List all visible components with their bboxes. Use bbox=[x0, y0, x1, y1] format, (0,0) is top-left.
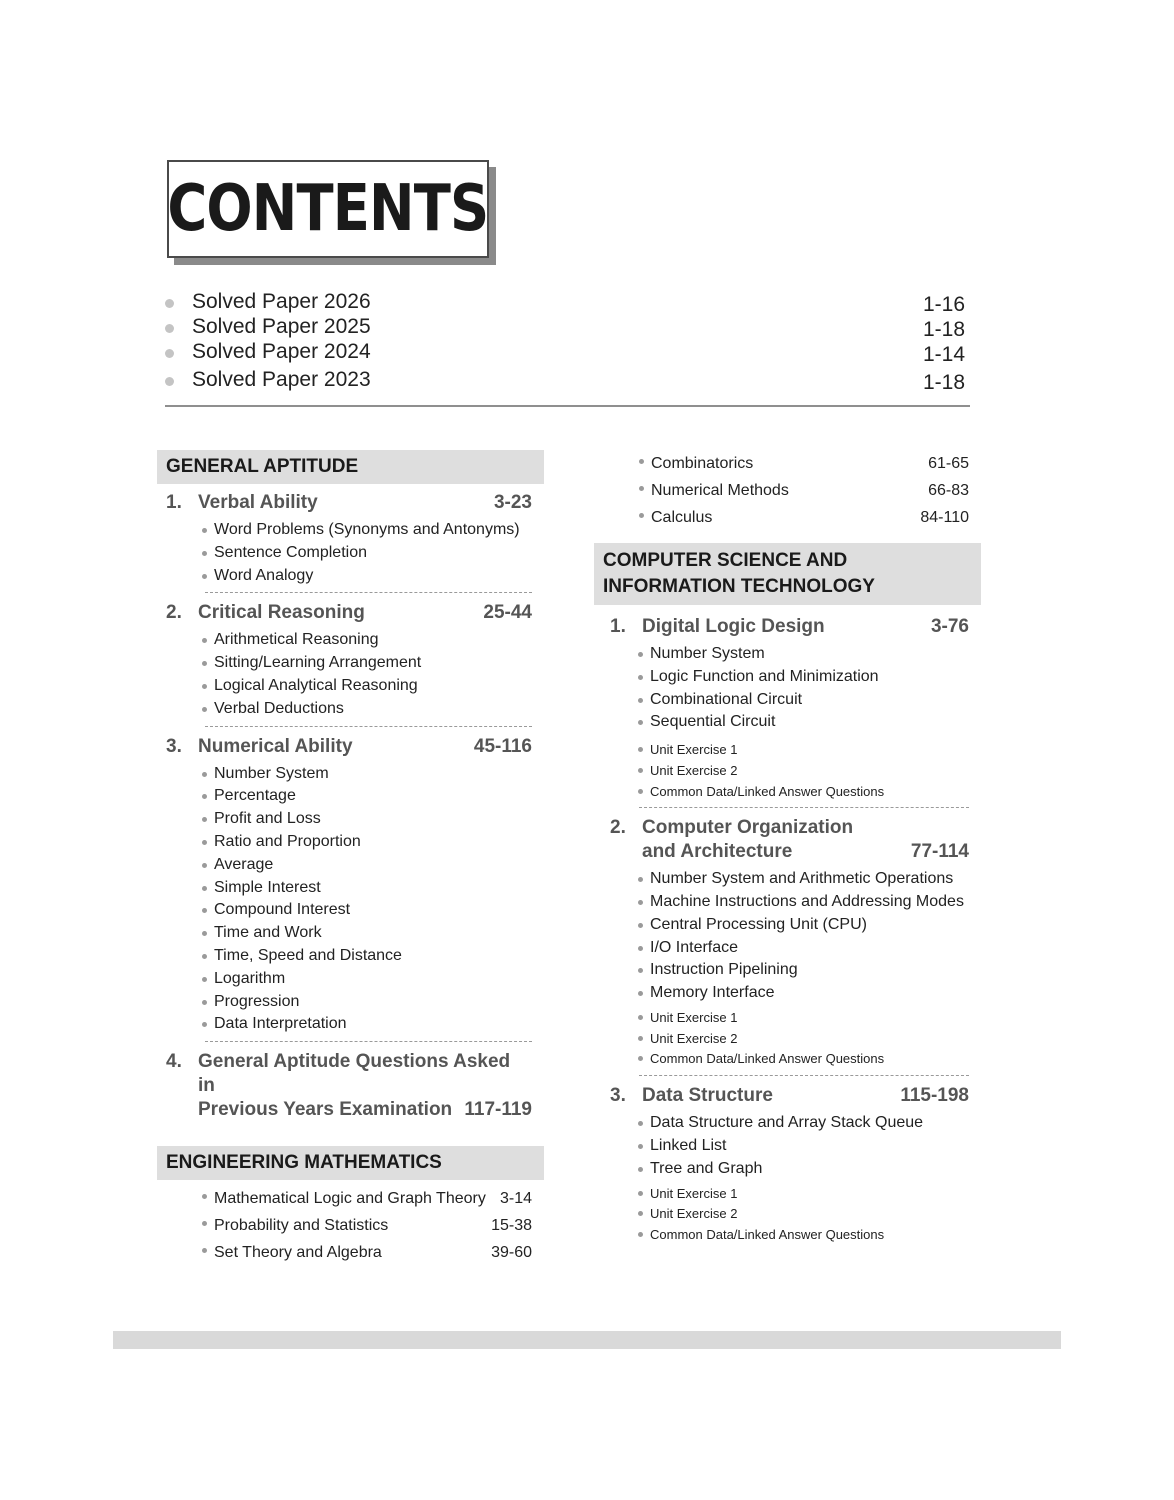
dashed-divider bbox=[205, 1041, 532, 1042]
topic-number: 3. bbox=[166, 735, 182, 757]
bullet-icon bbox=[165, 324, 174, 333]
topic-computer-organization[interactable] bbox=[610, 816, 969, 1070]
list-item: Tree and Graph bbox=[638, 1158, 969, 1181]
list-item[interactable] bbox=[639, 450, 969, 477]
topic-critical-reasoning[interactable] bbox=[166, 601, 532, 720]
topic-number: 4. bbox=[166, 1051, 182, 1073]
solved-paper-row[interactable] bbox=[165, 290, 970, 316]
exercise-item: Common Data/Linked Answer Questions bbox=[638, 1049, 969, 1070]
exercise-item: Unit Exercise 1 bbox=[638, 740, 969, 761]
item-pages: 84-110 bbox=[920, 509, 969, 526]
item-pages: 66-83 bbox=[928, 482, 969, 499]
topic-page-range: 117-119 bbox=[464, 1099, 532, 1121]
list-item: Word Problems (Synonyms and Antonyms) bbox=[202, 519, 532, 542]
list-item: Memory Interface bbox=[638, 982, 969, 1005]
item-pages: 61-65 bbox=[928, 455, 969, 472]
list-item: Linked List bbox=[638, 1135, 969, 1158]
topic-name: Data Structure bbox=[642, 1085, 773, 1107]
topic-name: General Aptitude Questions Asked in bbox=[198, 1051, 511, 1097]
list-item: Average bbox=[202, 854, 532, 877]
list-item[interactable] bbox=[639, 504, 969, 531]
list-item: Logical Analytical Reasoning bbox=[202, 675, 532, 698]
dashed-divider bbox=[639, 807, 969, 808]
solved-paper-label: Solved Paper 2023 bbox=[192, 368, 371, 391]
topic-numerical-ability[interactable] bbox=[166, 735, 532, 1037]
right-column bbox=[594, 450, 981, 1246]
list-item: Central Processing Unit (CPU) bbox=[638, 914, 969, 937]
list-item: Time, Speed and Distance bbox=[202, 945, 532, 968]
list-item: Word Analogy bbox=[202, 565, 532, 588]
list-item: Data Interpretation bbox=[202, 1013, 532, 1036]
solved-papers-list bbox=[165, 290, 970, 394]
bullet-icon bbox=[165, 377, 174, 386]
topic-name-continued: Previous Years Examination bbox=[198, 1099, 453, 1121]
left-column bbox=[157, 450, 544, 1266]
topic-page-range: 3-23 bbox=[493, 492, 532, 513]
solved-paper-row[interactable] bbox=[165, 340, 970, 366]
topic-page-range: 45-116 bbox=[473, 735, 532, 757]
footer-bar bbox=[113, 1331, 1061, 1349]
bullet-icon bbox=[165, 299, 174, 308]
list-item[interactable] bbox=[639, 477, 969, 504]
topic-page-range: 3-76 bbox=[930, 616, 969, 637]
list-item: Logarithm bbox=[202, 968, 532, 991]
bullet-icon bbox=[165, 349, 174, 358]
item-pages: 3-14 bbox=[499, 1190, 532, 1208]
list-item: Sequential Circuit bbox=[638, 711, 969, 734]
section-heading-line: INFORMATION TECHNOLOGY bbox=[603, 576, 875, 597]
topic-page-range: 25-44 bbox=[483, 602, 532, 624]
item-pages: 39-60 bbox=[491, 1244, 532, 1262]
topic-name: Critical Reasoning bbox=[198, 602, 365, 624]
exercise-item: Unit Exercise 2 bbox=[638, 1029, 969, 1050]
item-label: Calculus bbox=[651, 509, 713, 526]
topic-page-range: 77-114 bbox=[910, 841, 969, 863]
list-item: Instruction Pipelining bbox=[638, 959, 969, 982]
topic-number: 1. bbox=[610, 616, 626, 637]
topic-number: 2. bbox=[610, 817, 626, 839]
solved-paper-pages: 1-16 bbox=[922, 293, 965, 316]
solved-paper-pages: 1-14 bbox=[922, 343, 965, 366]
divider bbox=[165, 405, 970, 407]
list-item: Progression bbox=[202, 991, 532, 1014]
solved-paper-row[interactable] bbox=[165, 315, 970, 341]
topic-name: Computer Organization bbox=[642, 817, 854, 839]
list-item: Combinational Circuit bbox=[638, 689, 969, 712]
section-heading-engineering-mathematics: ENGINEERING MATHEMATICS bbox=[157, 1146, 544, 1180]
item-label: Probability and Statistics bbox=[214, 1217, 389, 1235]
list-item[interactable] bbox=[202, 1185, 532, 1212]
item-label: Set Theory and Algebra bbox=[214, 1244, 382, 1262]
list-item: Logic Function and Minimization bbox=[638, 666, 969, 689]
exercise-item: Common Data/Linked Answer Questions bbox=[638, 782, 969, 803]
list-item: Machine Instructions and Addressing Modes bbox=[638, 891, 969, 914]
dashed-divider bbox=[205, 592, 532, 593]
list-item: Simple Interest bbox=[202, 877, 532, 900]
list-item: Number System bbox=[202, 763, 532, 786]
topic-verbal-ability[interactable] bbox=[166, 491, 532, 587]
topic-name: Numerical Ability bbox=[198, 735, 353, 757]
exercise-item: Unit Exercise 1 bbox=[638, 1184, 969, 1205]
solved-paper-label: Solved Paper 2025 bbox=[192, 315, 371, 338]
topic-previous-years-questions[interactable] bbox=[166, 1050, 532, 1122]
list-item: Arithmetical Reasoning bbox=[202, 629, 532, 652]
topic-page-range: 115-198 bbox=[900, 1085, 969, 1107]
topic-number: 2. bbox=[166, 602, 182, 624]
topic-data-structure[interactable] bbox=[610, 1084, 969, 1246]
list-item: Percentage bbox=[202, 785, 532, 808]
topic-name: Verbal Ability bbox=[198, 492, 318, 513]
exercise-item: Unit Exercise 1 bbox=[638, 1008, 969, 1029]
list-item: Sitting/Learning Arrangement bbox=[202, 652, 532, 675]
section-heading-general-aptitude: GENERAL APTITUDE bbox=[157, 450, 544, 484]
topic-digital-logic-design[interactable] bbox=[610, 615, 969, 802]
dashed-divider bbox=[205, 726, 532, 727]
list-item: Number System and Arithmetic Operations bbox=[638, 868, 969, 891]
topic-number: 3. bbox=[610, 1085, 626, 1107]
list-item: Number System bbox=[638, 643, 969, 666]
page-title: CONTENTS bbox=[167, 172, 489, 246]
item-pages: 15-38 bbox=[491, 1217, 532, 1235]
item-label: Combinatorics bbox=[651, 455, 754, 472]
solved-paper-label: Solved Paper 2026 bbox=[192, 290, 371, 313]
list-item: Verbal Deductions bbox=[202, 698, 532, 721]
contents-title-box bbox=[167, 160, 489, 258]
solved-paper-pages: 1-18 bbox=[922, 318, 965, 341]
topic-name: Digital Logic Design bbox=[642, 616, 825, 637]
item-label: Numerical Methods bbox=[651, 482, 789, 499]
exercise-item: Unit Exercise 2 bbox=[638, 761, 969, 782]
exercise-item: Unit Exercise 2 bbox=[638, 1204, 969, 1225]
section-heading-line: COMPUTER SCIENCE AND bbox=[603, 550, 848, 571]
list-item: Data Structure and Array Stack Queue bbox=[638, 1112, 969, 1135]
item-label: Mathematical Logic and Graph Theory bbox=[214, 1190, 486, 1208]
list-item: Compound Interest bbox=[202, 899, 532, 922]
exercise-item: Common Data/Linked Answer Questions bbox=[638, 1225, 969, 1246]
topic-name-continued: and Architecture bbox=[642, 841, 793, 863]
solved-paper-pages: 1-18 bbox=[922, 371, 965, 394]
topic-number: 1. bbox=[166, 492, 182, 513]
solved-paper-row[interactable] bbox=[165, 368, 970, 394]
list-item[interactable] bbox=[202, 1212, 532, 1239]
list-item: Time and Work bbox=[202, 922, 532, 945]
solved-paper-label: Solved Paper 2024 bbox=[192, 340, 371, 363]
list-item[interactable] bbox=[202, 1239, 532, 1266]
list-item: Profit and Loss bbox=[202, 808, 532, 831]
list-item: I/O Interface bbox=[638, 937, 969, 960]
section-heading-cs-it bbox=[594, 543, 981, 605]
list-item: Sentence Completion bbox=[202, 542, 532, 565]
dashed-divider bbox=[639, 1075, 969, 1076]
list-item: Ratio and Proportion bbox=[202, 831, 532, 854]
